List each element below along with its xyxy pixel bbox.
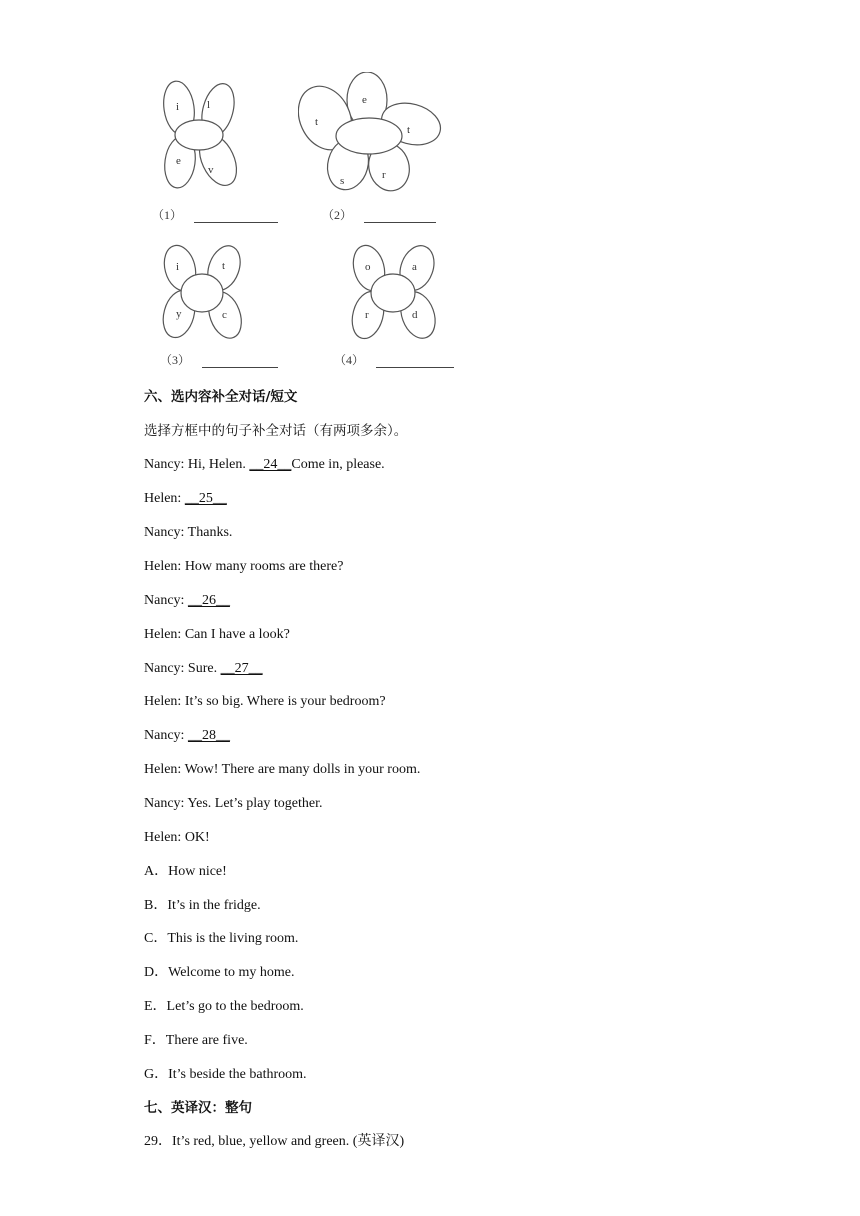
flower-4-letter-1: o xyxy=(365,261,371,273)
blank-25[interactable]: __25__ xyxy=(184,491,227,506)
letter-flower-1 xyxy=(155,80,245,190)
option-g: G．It’s beside the bathroom. xyxy=(144,1067,307,1082)
letter-flower-4 xyxy=(348,243,443,343)
flower-2-letter-2: t xyxy=(315,116,319,128)
option-c: C．This is the living room. xyxy=(144,931,299,946)
blank-24[interactable]: __24__ xyxy=(249,457,292,472)
flower-2-letter-1: e xyxy=(362,94,367,106)
flower-3-letter-1: i xyxy=(176,261,180,273)
answer-blank-4[interactable] xyxy=(376,355,454,368)
dialogue-line-11: Nancy: Yes. Let’s play together. xyxy=(144,796,323,811)
dialogue-line-6: Helen: Can I have a look? xyxy=(144,627,290,642)
flower-3-caption: （3） xyxy=(160,351,278,368)
blank-28[interactable]: __28__ xyxy=(187,728,230,743)
option-d: D．Welcome to my home. xyxy=(144,965,295,980)
option-a: A．How nice! xyxy=(144,864,227,879)
answer-blank-2[interactable] xyxy=(364,210,436,223)
flower-4-letter-2: a xyxy=(412,261,417,273)
dialogue-line-2: Helen: __25__ xyxy=(144,491,227,506)
dialogue-line-4: Helen: How many rooms are there? xyxy=(144,559,344,574)
letter-flower-2 xyxy=(298,72,448,192)
flower-1-letter-1: i xyxy=(176,101,180,113)
letter-flower-3 xyxy=(160,243,250,343)
section-7-title: 七、英译汉：整句 xyxy=(144,1100,252,1116)
flower-4-caption: （4） xyxy=(334,351,454,368)
dialogue-line-9: Nancy: __28__ xyxy=(144,728,230,743)
dialogue-line-3: Nancy: Thanks. xyxy=(144,525,233,540)
dialogue-line-1: Nancy: Hi, Helen. __24__Come in, please. xyxy=(144,457,385,472)
section-6-instruction: 选择方框中的句子补全对话（有两项多余）。 xyxy=(144,423,408,439)
blank-26[interactable]: __26__ xyxy=(187,593,230,608)
flower-4-letter-3: r xyxy=(365,309,369,321)
blank-27[interactable]: __27__ xyxy=(220,661,263,676)
dialogue-line-12: Helen: OK! xyxy=(144,830,210,845)
answer-blank-1[interactable] xyxy=(194,210,278,223)
option-e: E．Let’s go to the bedroom. xyxy=(144,999,304,1014)
option-f: F．There are five. xyxy=(144,1033,248,1048)
dialogue-line-10: Helen: Wow! There are many dolls in your room. xyxy=(144,762,421,777)
dialogue-line-5: Nancy: __26__ xyxy=(144,593,230,608)
flower-1-letter-4: v xyxy=(208,164,214,176)
answer-blank-3[interactable] xyxy=(202,355,278,368)
flower-1-caption: （1） xyxy=(152,206,278,223)
question-29: 29．It’s red, blue, yellow and green. (英译汉) xyxy=(144,1134,405,1149)
option-b: B．It’s in the fridge. xyxy=(144,898,261,913)
flower-3-letter-2: t xyxy=(222,260,226,272)
flower-3-letter-4: c xyxy=(222,309,227,321)
flower-1-letter-2: l xyxy=(207,99,211,111)
flower-3-letter-3: y xyxy=(176,308,182,320)
dialogue-line-7: Nancy: Sure. __27__ xyxy=(144,661,263,676)
flower-2-letter-4: s xyxy=(340,175,345,187)
flower-2-caption: （2） xyxy=(322,206,436,223)
flower-4-letter-4: d xyxy=(412,309,418,321)
flower-2-letter-3: t xyxy=(407,124,411,136)
section-6-title: 六、选内容补全对话/短文 xyxy=(144,389,298,405)
flower-1-letter-3: e xyxy=(176,155,181,167)
dialogue-line-8: Helen: It’s so big. Where is your bedroom? xyxy=(144,694,386,709)
flower-2-letter-5: r xyxy=(382,169,386,181)
